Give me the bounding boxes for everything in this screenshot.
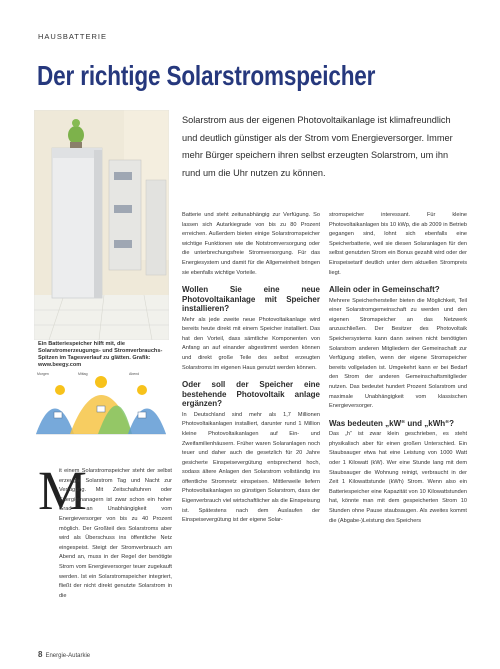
solar-usage-graphic [34,370,168,450]
article-lead: Solarstrom aus der eigenen Photovoltaikanlage ist klimafreundlich und deutlich günstiger als der Strom vom Energieversorger. Immer mehr Bürger speichern ihren selbst erzeugten Solarstrom, um ihn rund um die Uhr nutzen zu können. [182,115,453,178]
subheading-new-installation: Wollen Sie eine neue Photovoltaikanlage mit Speicher installieren? [182,285,320,314]
article-column-2 [182,211,320,526]
column-3-paragraph: Das „h“ ist zwar klein geschrieben, es steht physikalisch aber für einen großen Unterschied. Ein Staubsauger etwa hat eine Leistung von 1000 Watt oder 1 Kilowatt (kW). Wer eine Stunde lang mit dem Staubsauger die Wohnung reinigt, verbraucht in der Zeit 1 Kilowattstunde (kWh) Strom. Wenn also ein Batteriespeicher eine Kapazität von 10 Kilowattstunden hat, könnte man mit dem gespeicherten Strom 10 Stunden ohne Pause staubsaugen. Als zweites kommt die (Abgabe-)Leistung des Speichers [329,431,467,524]
column-3-paragraph: stromspeicher interessant. Für kleine Photovoltaikanlagen bis 10 kWp, die ab 2009 in Betrieb gegangen sind, lohnt sich ebenfalls eine Speicherbatterie, weil sie diesen Solaranlagen für den selbst genutzten Strom ein Bonus gezahlt wird oder der Einspeisetarif deutlich unter dem aktuellen Strompreis liegt. [329,212,467,276]
column-2-paragraph: Batterie und steht zeitunabhängig zur Verfügung. So lassen sich Autarkiegrade von bis zu 80 Prozent erreichen. Außerdem bieten einige Solarstromspeicher wichtige Funktionen wie die Notstromversorgung oder die unterbrechungsfreie Stromversorgung. Für das Energiesystem und damit für die Allgemeinheit bringen sie ebenfalls wichtige Vorteile. [182,212,320,276]
photo-caption: Ein Batteriespeicher hilft mit, die Solarstromerzeugungs- und Stromverbrauchs-Spitzen im Tagesverlauf zu glätten. Grafik: www.beegy.com [38,341,163,368]
article-title: Der richtige Solarstromspeicher [37,60,376,91]
subheading-community: Allein oder in Gemeinschaft? [329,285,440,295]
graphic-label-noon: Mittag [78,372,88,376]
dropcap: M [38,460,87,521]
subheading-existing-installation: Oder soll der Speicher eine bestehende Photovoltaik anlage ergänzen? [182,380,320,409]
column-2-paragraph: Mehr als jede zweite neue Photovoltaikanlage wird bereits heute direkt mit einem Speicher installiert. Das hat den Vorteil, dass sämtliche Komponenten von Anfang an auf einander abgestimmt werden können und direkt große Teile des selbst erzeugten Solarstroms im eigenen Haus genutzt werden können. [182,316,320,371]
column-1-text: it einem Solarstromspeicher steht der selbst erzeugte Solarstrom Tag und Nacht zur Verfügung. Mit Zeitschaltuhren oder Energiemanagern ist zwar schon ein hoher Grad an Unabhängigkeit vom Energieversorger von bis zu 40 Prozent möglich. Der Großteil des Solarstroms aber wird als Überschuss ins öffentliche Netz eingespeist. Steigt der Stromverbrauch am Abend an, muss in der Regel der benötigte Strom vom Energieversorger teuer zugekauft werden. Ist ein Solarstromspeicher integriert, fließt der nicht direkt genutzte Solarstrom in die [59,468,172,599]
column-2-paragraph: In Deutschland sind mehr als 1,7 Millionen Photovoltaikanlagen installiert, darunter rund 1 Million kleine Photovoltaikanlagen auf Ein- und Zweifamilienhäusern. Früher waren Solaranlagen noch teuer und daher auch die gesetzlich für 20 Jahre gesicherte Einspeisevergütung entsprechend hoch, sodass ältere Anlagen den Solarstrom vollständig ins öffentliche Stromnetz einspeisen. Mittlerweile liefern Photovoltaikanlagen so günstigen Solarstrom, dass der Eigenverbrauch viel wirtschaftlicher als die Einspeisung ist. Spätestens nach dem Auslaufen der Einspeisevergütung ist der eigene Solar- [182,411,320,524]
column-3-paragraph: Mehrere Speicherhersteller bieten die Möglichkeit, Teil einer Solarstromgemeinschaft zu werden und den eigenen Stromspeicher an das Netzwerk anzuschließen. Der Besitzer des Photovoltaik Speichersystems kann dann seinen nicht benötigten Solarstrom anderen Mitgliedern der Gemeinschaft zur Verfügung stellen, wenn der eigene Stromspeicher bereits vollgeladen ist. Umgekehrt kann er bei Bedarf den Strom der anderen Gemeinschaftsmitglieder nutzen. Das bedeutet hundert Prozent Solarstrom und maximale Unabhängigkeit vom klassischen Energieversorger. [329,297,467,410]
article-photo [34,110,169,340]
graphic-label-evening: Abend [129,372,140,376]
subheading-kw-kwh: Was bedeuten „kW“ und „kWh“? [329,418,455,428]
graphic-label-morning: Morgen [37,372,49,376]
section-kicker: HAUSBATTERIE [38,32,107,41]
article-column-1 [42,467,172,601]
article-column-3 [329,211,467,526]
publication-name: Energie-Autarkie [45,653,91,659]
page-footer [38,650,90,659]
page-number: 8 [38,650,43,659]
